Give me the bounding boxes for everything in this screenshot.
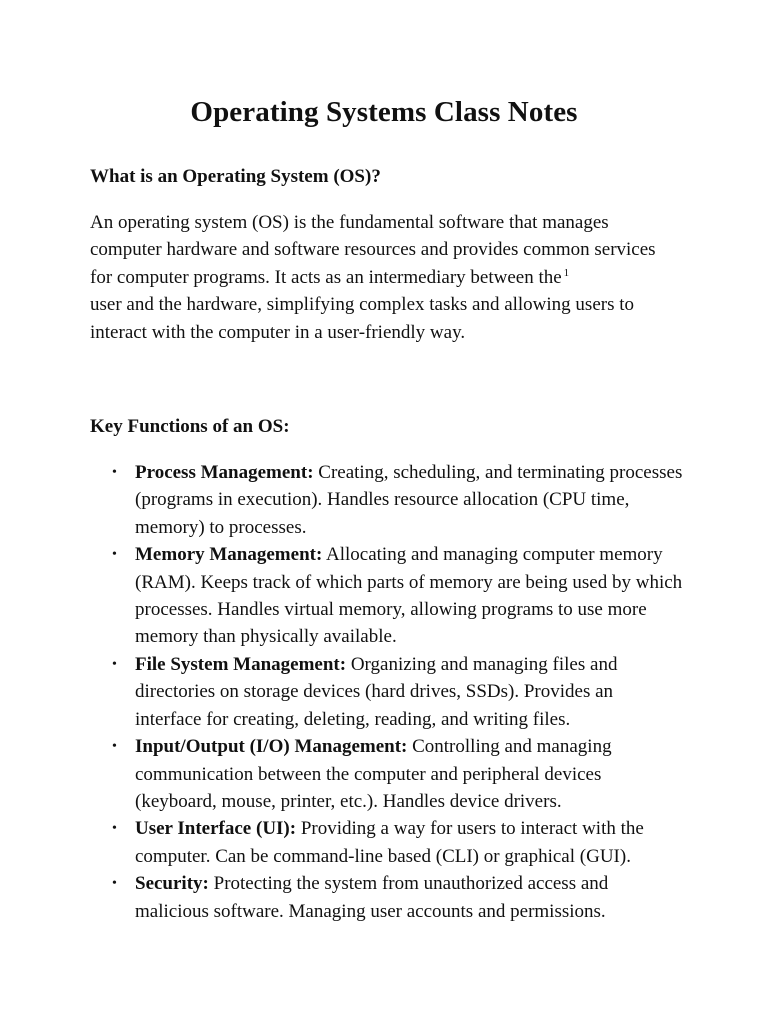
item-term: Input/Output (I/O) Management: bbox=[135, 736, 408, 758]
document-title: Operating Systems Class Notes bbox=[190, 96, 578, 128]
list-item bbox=[90, 541, 683, 651]
bullet-icon: • bbox=[112, 547, 117, 563]
item-text: Providing a way for users to interact with the computer. Can be command-line based (CLI) or graphical (GUI). bbox=[135, 818, 644, 867]
section-heading-what-is-os: What is an Operating System (OS)? bbox=[90, 166, 381, 187]
bullet-icon: • bbox=[112, 739, 117, 755]
list-item bbox=[90, 815, 683, 870]
item-text: Allocating and managing computer memory (RAM). Keeps track of which parts of memory are being used by which processes. Handles virtual memory, allowing programs to use more memory than physically available. bbox=[135, 544, 683, 648]
intro-paragraph bbox=[90, 209, 678, 346]
item-text: Controlling and managing communication between the computer and peripheral devices (keyboard, mouse, printer, etc.). Handles device drivers. bbox=[135, 736, 612, 812]
item-text: Organizing and managing files and directories on storage devices (hard drives, SSDs). Provides an interface for creating, deleting, reading, and writing files. bbox=[135, 653, 618, 730]
bullet-icon: • bbox=[112, 876, 117, 892]
list-item bbox=[90, 459, 683, 541]
bullet-icon: • bbox=[112, 656, 117, 672]
bullet-icon: • bbox=[112, 465, 117, 481]
item-text: Protecting the system from unauthorized access and malicious software. Managing user accounts and permissions. bbox=[135, 873, 609, 922]
footnote-marker: 1 bbox=[563, 266, 570, 279]
key-functions-list bbox=[90, 459, 683, 925]
intro-text: An operating system (OS) is the fundamental software that manages computer hardware and software resources and provides common services for computer programs. It acts as an intermediary between the bbox=[90, 212, 656, 288]
section-heading-key-functions: Key Functions of an OS: bbox=[90, 416, 290, 438]
item-text: Creating, scheduling, and terminating processes (programs in execution). Handles resource allocation (CPU time, memory) to processes. bbox=[135, 462, 683, 538]
intro-text-continued: user and the hardware, simplifying complex tasks and allowing users to interact with the computer in a user-friendly way. bbox=[90, 294, 635, 343]
list-item bbox=[90, 651, 683, 733]
item-term: Memory Management: bbox=[135, 544, 323, 566]
item-term: Process Management: bbox=[135, 462, 314, 484]
list-item bbox=[90, 870, 683, 925]
item-term: Security: bbox=[135, 873, 209, 895]
bullet-icon: • bbox=[112, 821, 117, 837]
item-term: User Interface (UI): bbox=[135, 818, 297, 840]
list-item bbox=[90, 733, 683, 815]
item-term: File System Management: bbox=[135, 653, 347, 675]
